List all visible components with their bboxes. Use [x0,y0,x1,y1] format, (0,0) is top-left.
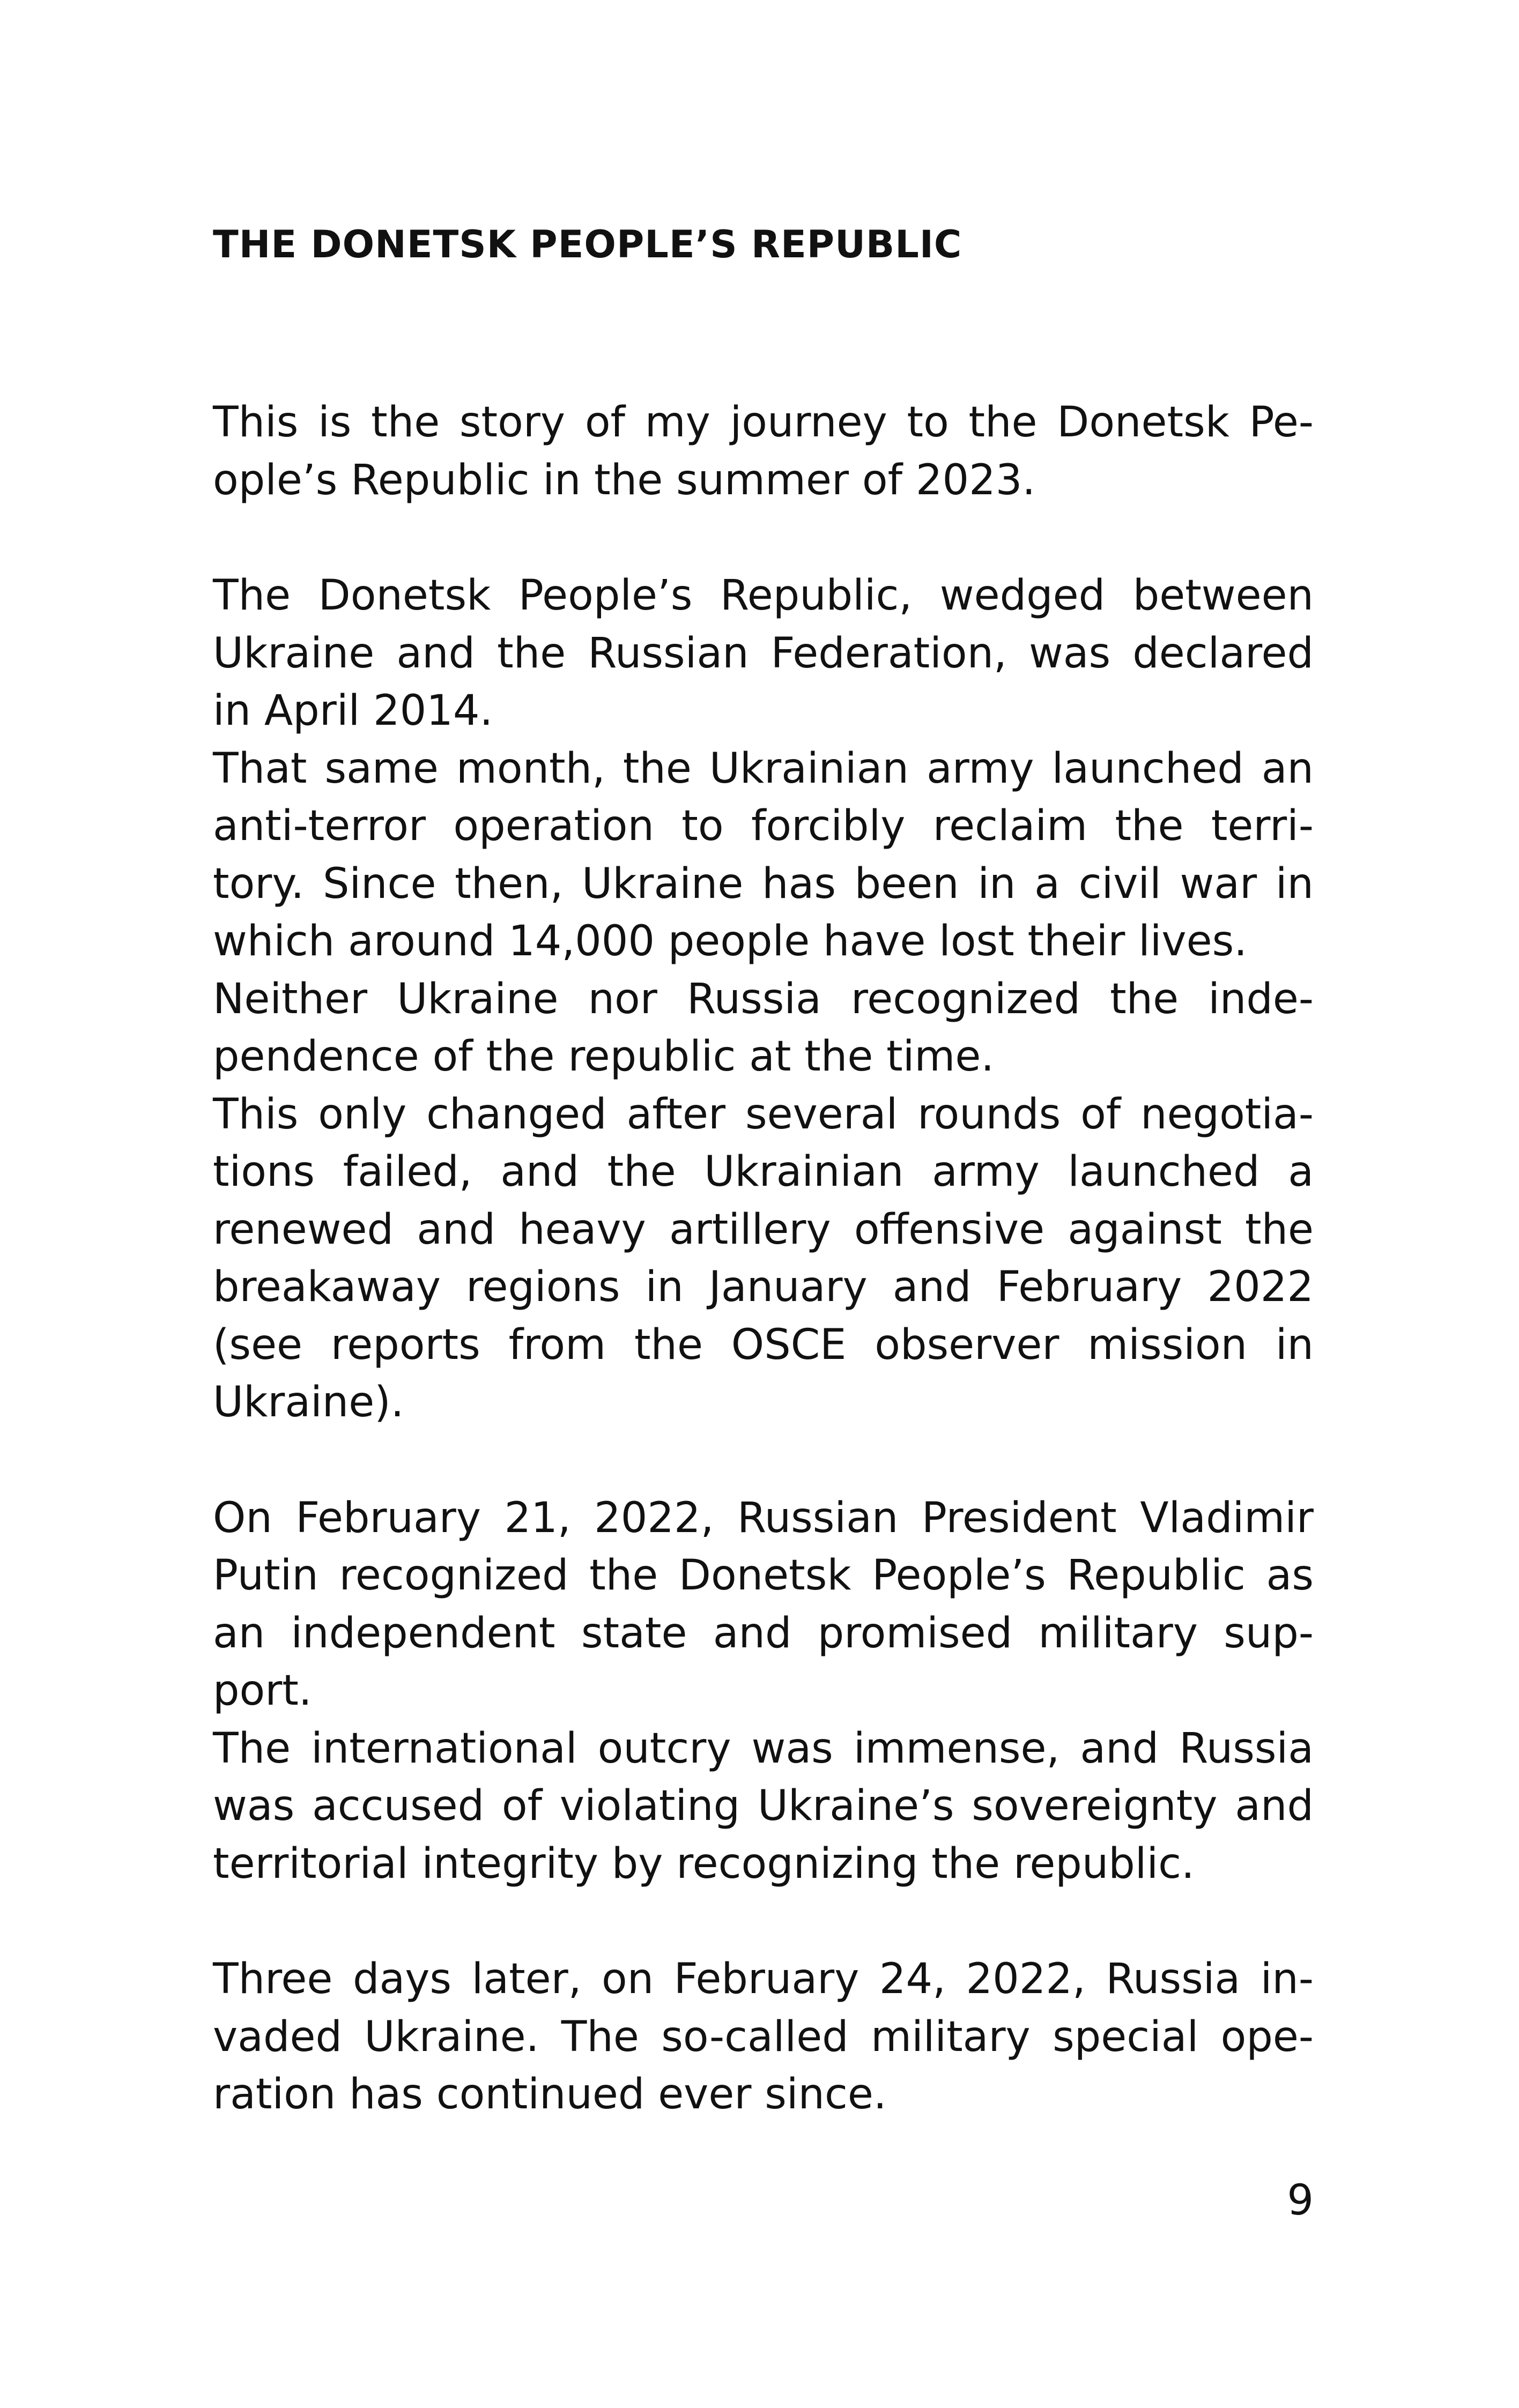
text-line: Three days later, on February 24, 2022, Russia in- [213,1955,1314,2003]
text-line: renewed and heavy artillery offensive against the [213,1205,1314,1254]
paragraph [213,567,1314,740]
text-line: port. [213,1667,312,1715]
text-line: Ukraine). [213,1378,404,1426]
page-number: 9 [1287,2176,1314,2225]
text-line: tory. Since then, Ukraine has been in a civil war in [213,859,1314,908]
text-line: (see reports from the OSCE observer mission in [213,1320,1314,1369]
body-text [213,394,1314,2182]
paragraph [213,1086,1314,1432]
text-line: territorial integrity by recognizing the republic. [213,1839,1195,1888]
text-line: The international outcry was immense, and Russia [213,1724,1314,1773]
text-line: vaded Ukraine. The so-called military special ope- [213,2012,1314,2061]
section [213,1490,1314,1893]
text-line: breakaway regions in January and February 2022 [213,1263,1314,1311]
paragraph [213,1490,1314,1720]
paragraph [213,740,1314,971]
text-line: Ukraine and the Russian Federation, was declared [213,629,1314,678]
paragraph [213,1720,1314,1893]
text-line: On February 21, 2022, Russian President Vladimir [213,1493,1314,1542]
section [213,1951,1314,2124]
section [213,394,1314,509]
text-line: in April 2014. [213,687,493,735]
text-line: anti-terror operation to forcibly reclaim the terri- [213,802,1314,850]
chapter-heading: THE DONETSK PEOPLE’S REPUBLIC [213,222,962,266]
text-line: Putin recognized the Donetsk People’s Republic as [213,1551,1314,1600]
section [213,567,1314,1432]
paragraph [213,1951,1314,2124]
text-line: ople’s Republic in the summer of 2023. [213,456,1036,504]
text-line: which around 14,000 people have lost their lives. [213,917,1248,965]
text-line: Neither Ukraine nor Russia recognized the inde- [213,975,1314,1023]
text-line: pendence of the republic at the time. [213,1032,995,1081]
text-line: an independent state and promised military sup- [213,1609,1314,1658]
paragraph [213,394,1314,509]
text-line: That same month, the Ukrainian army launched an [213,744,1314,793]
text-line: The Donetsk People’s Republic, wedged between [213,571,1314,620]
text-line: This is the story of my journey to the Donetsk Pe- [213,398,1314,447]
text-line: ration has continued ever since. [213,2070,887,2119]
text-line: was accused of violating Ukraine’s sovereignty and [213,1782,1314,1830]
text-line: This only changed after several rounds of negotia- [213,1090,1314,1139]
text-line: tions failed, and the Ukrainian army launched a [213,1148,1314,1196]
paragraph [213,971,1314,1086]
